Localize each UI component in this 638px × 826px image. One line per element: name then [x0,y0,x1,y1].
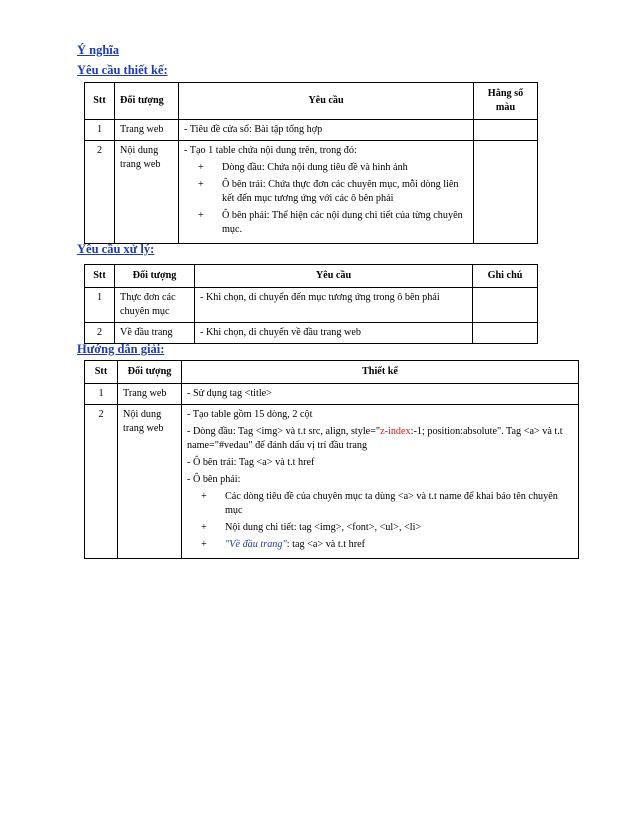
bullet-plus: + [198,210,204,221]
header-design: Thiết kế [182,361,579,384]
highlight-back-to-top: "Về đầu trang" [225,539,287,550]
cell-stt: 1 [85,288,115,323]
table-header-row [85,265,538,288]
header-requirement: Yêu cầu [195,265,473,288]
solution-guide-table [84,360,579,559]
table-header-row [85,361,579,384]
cell-object: Nội dung trang web [115,141,179,244]
cell-stt: 1 [85,384,118,405]
table-header-row [85,83,538,120]
heading-process-requirements: Yêu cầu xử lý: [77,242,155,256]
header-stt: Stt [85,361,118,384]
design-line: - Ô bên trái: Tag <a> và t.t href [187,457,315,468]
list-item: + Các dòng tiêu đề của chuyên mục ta dùng <a> và t.t name để khai báo tên chuyên mục [201,491,558,516]
cell-note [473,288,538,323]
cell-object: Trang web [118,384,182,405]
requirement-intro: - Tạo 1 table chứa nội dung trên, trong đó: [184,145,357,156]
cell-requirement: - Tiêu đề cửa sổ: Bài tập tổng hợp [179,120,474,141]
design-requirements-table [84,82,538,244]
cell-stt: 2 [85,405,118,559]
design-line: - Dòng đầu: Tag <img> và t.t src, align, style="z-index:-1; position:absolute". Tag <a> và t.t name="#vedau" để đánh dấu vị trí đầu trang [187,426,563,451]
list-item: + Ô bên phải: Thể hiện các nội dung chi tiết của từng chuyên mục. [198,210,463,235]
cell-design [182,405,579,559]
cell-stt: 2 [85,141,115,244]
cell-note [473,323,538,344]
table-row [85,120,538,141]
header-note: Ghi chú [473,265,538,288]
cell-color [474,141,538,244]
cell-stt: 2 [85,323,115,344]
table-row [85,288,538,323]
cell-requirement: - Khi chọn, di chuyển về đầu trang web [195,323,473,344]
cell-object: Trang web [115,120,179,141]
heading-meaning: Ý nghĩa [77,43,120,57]
list-item: + Nội dung chi tiết: tag <img>, <font>, <ul>, <li> [201,522,422,533]
table-row [85,141,538,244]
header-requirement: Yêu cầu [179,83,474,120]
cell-stt: 1 [85,120,115,141]
list-item: + Dòng đầu: Chứa nội dung tiêu đề và hình ảnh [198,162,408,173]
design-line: - Ô bên phải: [187,474,241,485]
bullet-plus: + [198,162,204,173]
header-object: Đối tượng [115,83,179,120]
cell-requirement [179,141,474,244]
header-stt: Stt [85,83,115,120]
header-object: Đối tượng [115,265,195,288]
header-color-constant: Hằng số màu [474,83,538,120]
cell-object: Nội dung trang web [118,405,182,559]
process-requirements-table [84,264,538,344]
cell-object: Về đầu trang [115,323,195,344]
cell-color [474,120,538,141]
header-object: Đối tượng [118,361,182,384]
bullet-plus: + [198,179,204,190]
table-row [85,384,579,405]
table-row [85,405,579,559]
list-item: + "Về đầu trang": tag <a> và t.t href [201,539,366,550]
heading-design-requirements: Yêu cầu thiết kế: [77,63,168,77]
bullet-plus: + [201,522,207,533]
bullet-plus: + [201,539,207,550]
design-line: - Tạo table gồm 15 dòng, 2 cột [187,409,313,420]
cell-object: Thực đơn các chuyên mục [115,288,195,323]
cell-design: - Sử dụng tag <title> [182,384,579,405]
list-item: + Ô bên trái: Chứa thực đơn các chuyên mục, mỗi dòng liên kết đến mục tương ứng với các ô bên phải [198,179,459,204]
table-row [85,323,538,344]
highlight-z-index: z-index [380,426,411,437]
cell-requirement: - Khi chọn, di chuyển đến mục tương ứng trong ô bên phải [195,288,473,323]
header-stt: Stt [85,265,115,288]
heading-solution-guide: Hướng dẫn giải: [77,342,165,356]
bullet-plus: + [201,491,207,502]
